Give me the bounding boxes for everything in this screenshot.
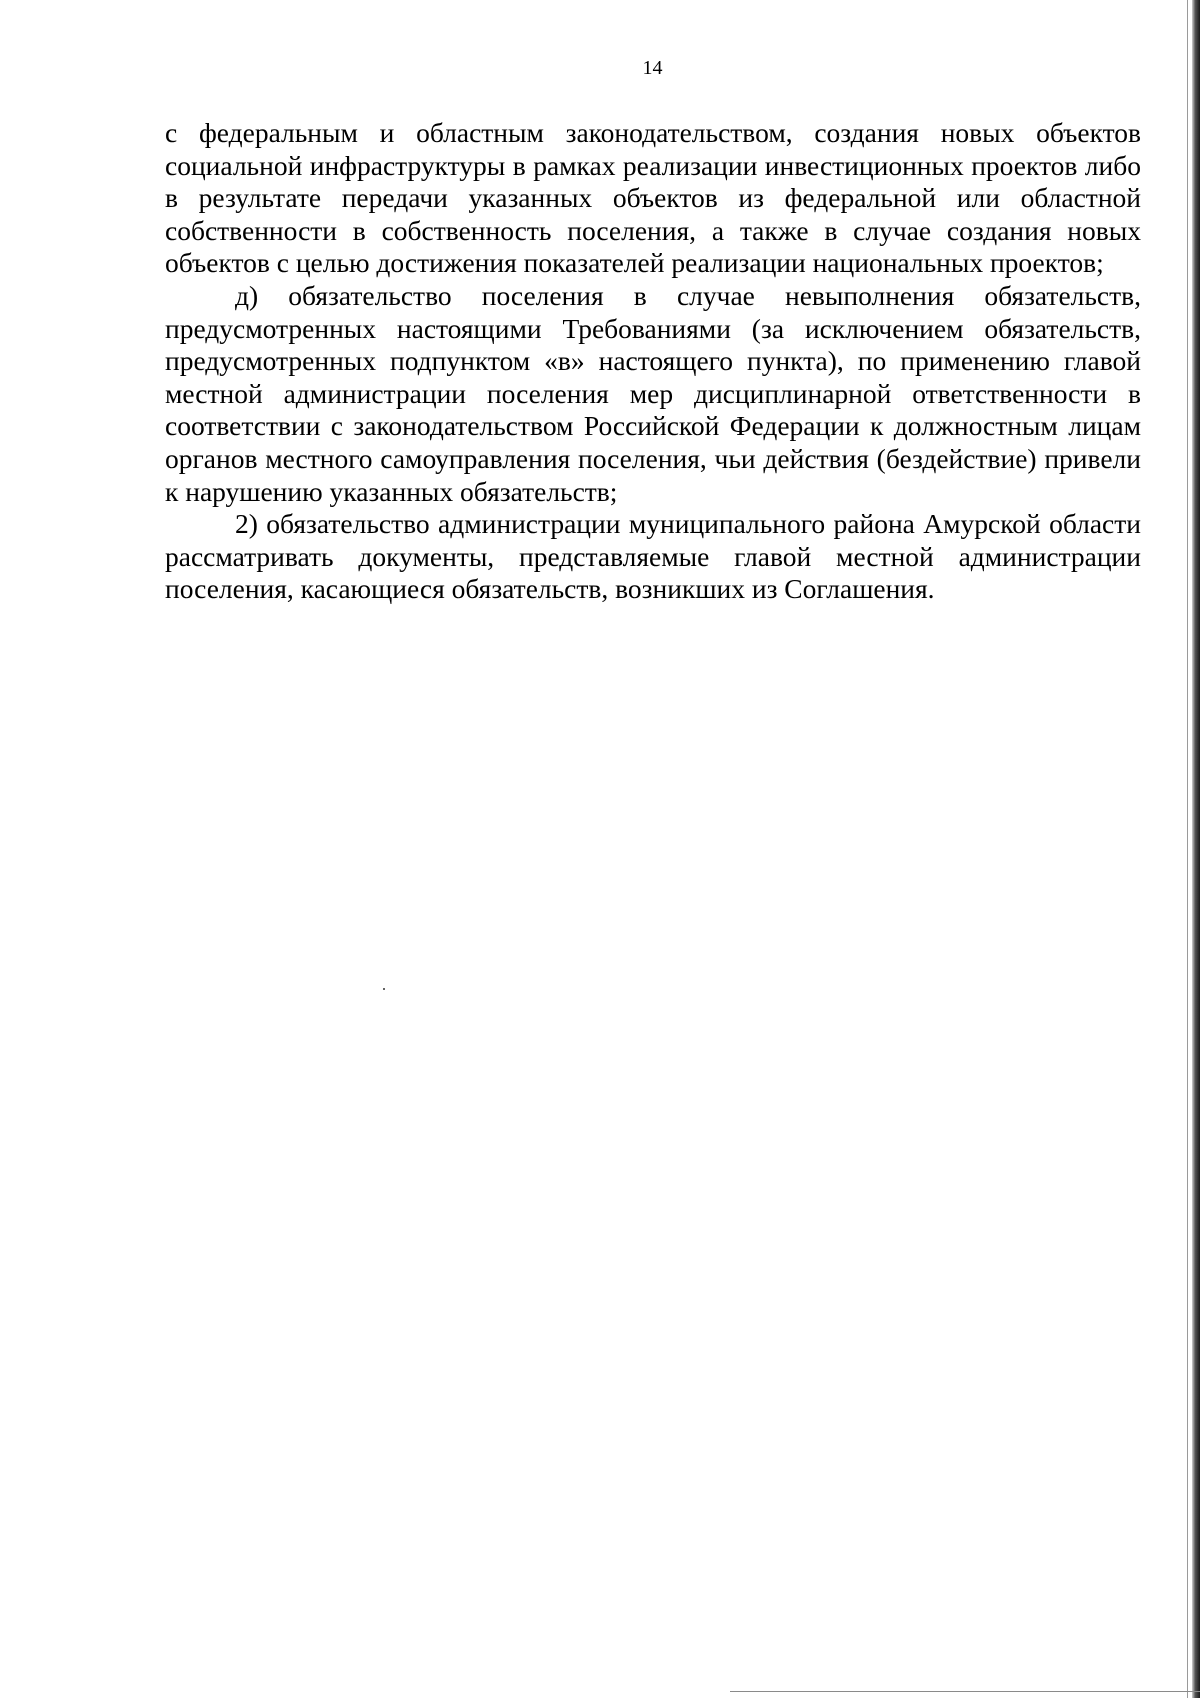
paragraph-item-2: 2) обязательство администрации муниципального района Амурской области рассматривать документы, представляемые главой местной администрации поселения, касающиеся обязательств, возникших из Соглашения. bbox=[165, 508, 1141, 605]
scan-edge-shadow bbox=[1192, 0, 1200, 1698]
document-body bbox=[165, 117, 1141, 606]
paragraph-item-d: д) обязательство поселения в случае невыполнения обязательств, предусмотренных настоящими Требованиями (за исключением обязательств, предусмотренных подпунктом «в» настоящего пункта), по применению главой местной администрации поселения мер дисциплинарной ответственности в соответствии с законодательством Российской Федерации к должностным лицам органов местного самоуправления поселения, чьи действия (бездействие) привели к нарушению указанных обязательств; bbox=[165, 279, 1141, 507]
paragraph-continuation: с федеральным и областным законодательством, создания новых объектов социальной инфраструктуры в рамках реализации инвестиционных проектов либо в результате передачи указанных объектов из федеральной или областной собственности в собственность поселения, а также в случае создания новых объектов с целью достижения показателей реализации национальных проектов; bbox=[165, 117, 1141, 279]
page-number: 14 bbox=[642, 57, 663, 79]
scan-bottom-edge bbox=[730, 1691, 1200, 1692]
scan-speck bbox=[383, 988, 385, 990]
scan-edge-line bbox=[1187, 0, 1188, 1698]
